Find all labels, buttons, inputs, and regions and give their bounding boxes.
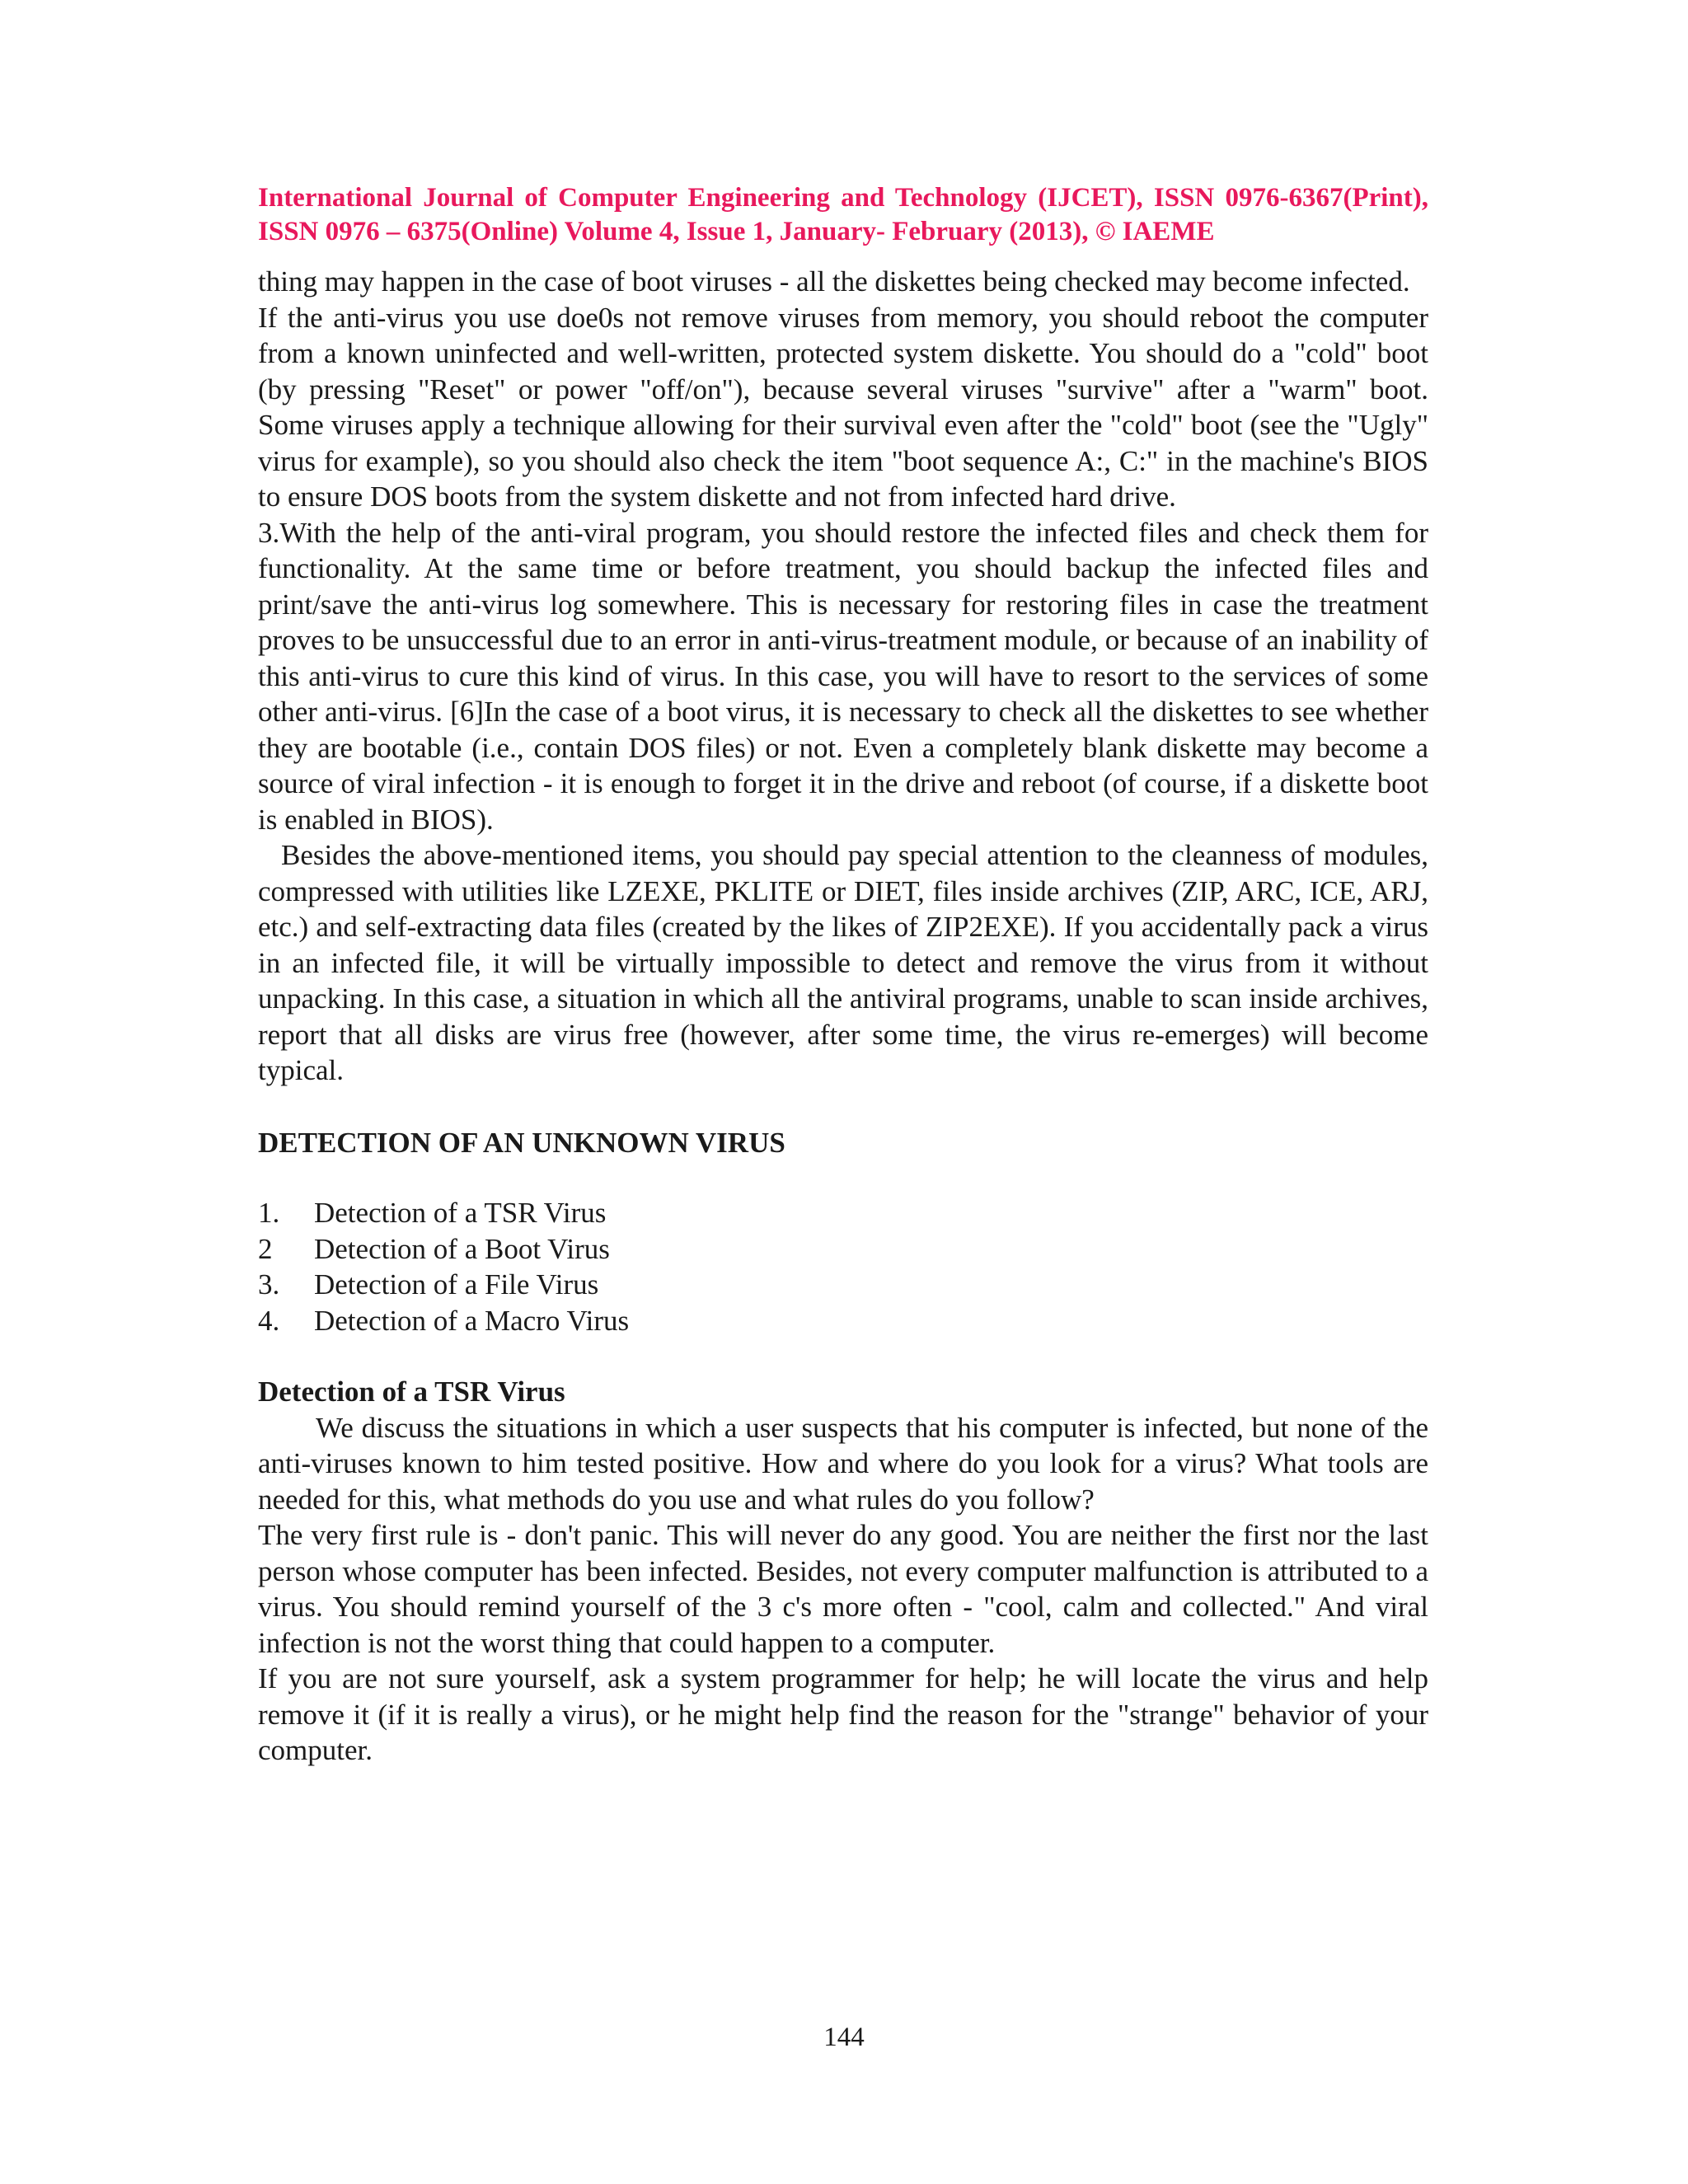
paragraph-compressed-modules: Besides the above-mentioned items, you should pay special attention to the cleanness of modules, compressed with utilities like LZEXE, PKLITE or DIET, files inside archives (ZIP, ARC, ICE, ARJ, etc.) and self-extracting data files (created by the likes of ZIP2EXE). If you accidentally pack a virus in an infected file, it will be virtually impossible to detect and remove the virus from it without unpacking. In this case, a situation in which all the antiviral programs, unable to scan inside archives, report that all disks are virus free (however, after some time, the virus re-emerges) will become typical. xyxy=(258,839,1428,1086)
list-item xyxy=(258,1231,1428,1268)
page-content xyxy=(258,181,1428,1769)
subsection-heading: Detection of a TSR Virus xyxy=(258,1376,565,1408)
list-item xyxy=(258,1267,1428,1303)
journal-header: International Journal of Computer Engineering and Technology (IJCET), ISSN 0976-6367(Print), ISSN 0976 – 6375(Online) Volume 4, Issue 1, January- February (2013), © IAEME xyxy=(258,183,1428,246)
paragraph-numbered-3 xyxy=(258,515,1428,838)
list-item-number: 4. xyxy=(258,1304,280,1337)
paragraph-dont-panic: The very first rule is - don't panic. This will never do any good. You are neither the first nor the last person whose computer has been infected. Besides, not every computer malfunction is attributed to a virus. You should remind yourself of the 3 c's more often - "cool, calm and collected." And viral infection is not the worst thing that could happen to a computer. xyxy=(258,1519,1428,1659)
paragraph-number: 3. xyxy=(258,516,280,549)
list-item-text: Detection of a Boot Virus xyxy=(314,1232,610,1265)
paragraph-continuation: thing may happen in the case of boot viruses - all the diskettes being checked may become infected. xyxy=(258,265,1410,298)
list-item xyxy=(258,1303,1428,1339)
list-item-text: Detection of a File Virus xyxy=(314,1268,599,1301)
paragraph-tsr-intro: We discuss the situations in which a user suspects that his computer is infected, but none of the anti-viruses known to him tested positive. How and where do you look for a virus? What tools are needed for this, what methods do you use and what rules do you follow? xyxy=(258,1411,1428,1516)
list-item-number: 1. xyxy=(258,1197,280,1229)
list-item-text: Detection of a Macro Virus xyxy=(314,1304,630,1337)
paragraph-ask-programmer: If you are not sure yourself, ask a system programmer for help; he will locate the virus and help remove it (if it is really a virus), or he might help find the reason for the "strange" behavior of your computer. xyxy=(258,1662,1428,1766)
paragraph-reboot-advice: If the anti-virus you use doe0s not remove viruses from memory, you should reboot the computer from a known uninfected and well-written, protected system diskette. You should do a "cold" boot (by pressing "Reset" or power "off/on"), because several viruses "survive" after a "warm" boot. Some viruses apply a technique allowing for their survival even after the "cold" boot (see the "Ugly" virus for example), so you should also check the item "boot sequence A:, C:" in the machine's BIOS to ensure DOS boots from the system diskette and not from infected hard drive. xyxy=(258,301,1428,513)
page-number: 144 xyxy=(823,2022,865,2052)
list-item xyxy=(258,1195,1428,1231)
section-heading: DETECTION OF AN UNKNOWN VIRUS xyxy=(258,1126,785,1159)
list-item-number: 2 xyxy=(258,1232,273,1265)
list-item-text: Detection of a TSR Virus xyxy=(314,1197,607,1229)
detection-list xyxy=(258,1195,1428,1338)
paragraph-restore-files: With the help of the anti-viral program, you should restore the infected files and check them for functionality. At the same time or before treatment, you should backup the infected files and print/save the anti-virus log somewhere. This is necessary for restoring files in case the treatment proves to be unsuccessful due to an error in anti-virus-treatment module, or because of an inability of this anti-virus to cure this kind of virus. In this case, you will have to resort to the services of some other anti-virus. [6]In the case of a boot virus, it is necessary to check all the diskettes to see whether they are bootable (i.e., contain DOS files) or not. Even a completely blank diskette may become a source of viral infection - it is enough to forget it in the drive and reboot (of course, if a diskette boot is enabled in BIOS). xyxy=(258,516,1428,836)
list-item-number: 3. xyxy=(258,1268,280,1301)
